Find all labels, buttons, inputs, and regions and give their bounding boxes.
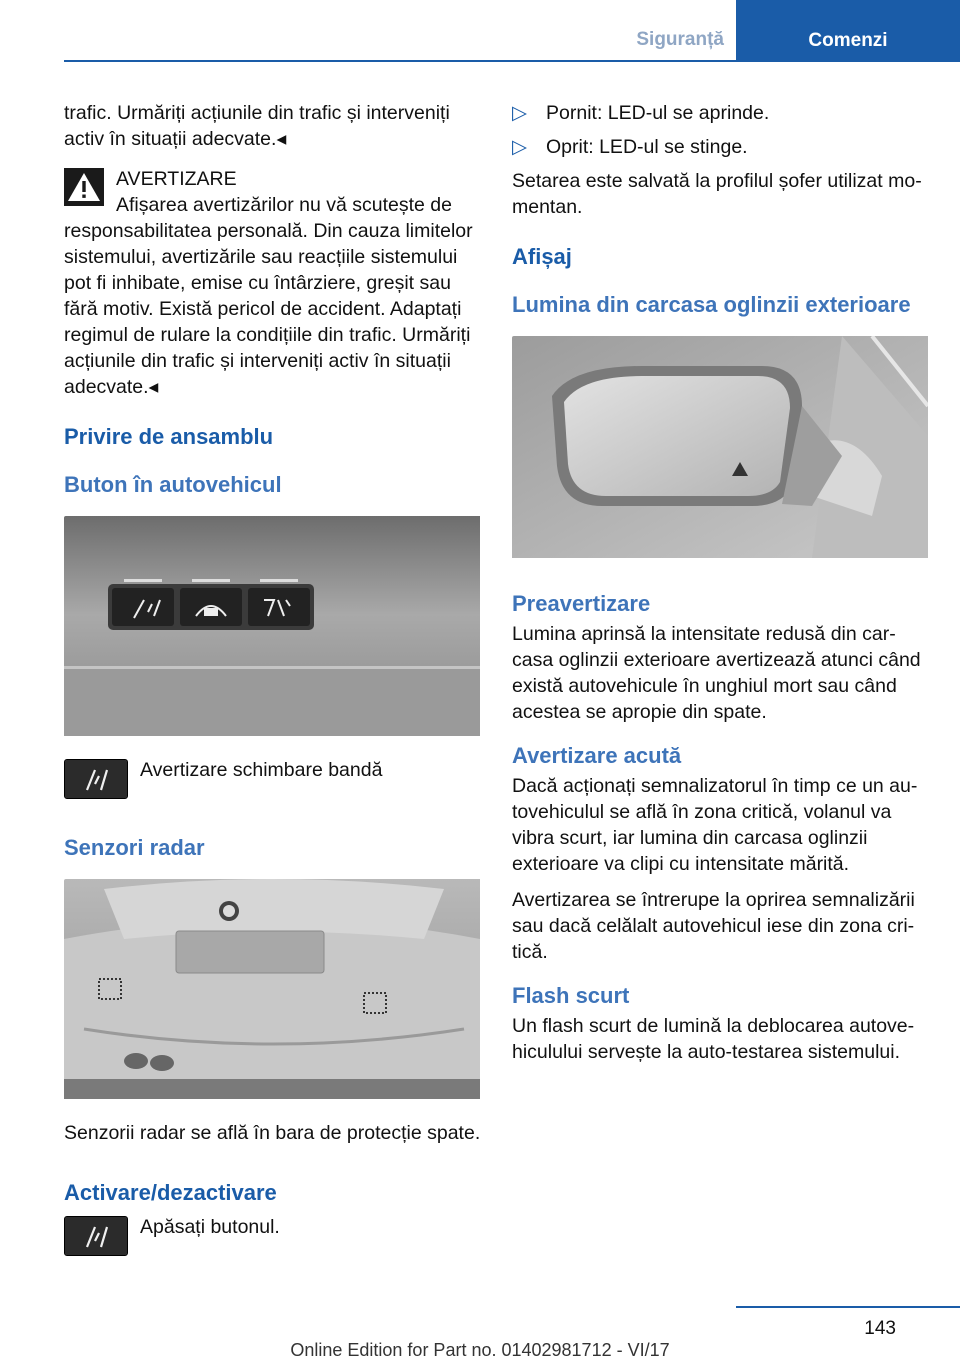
intro-paragraph: trafic. Urmăriți acțiunile din trafic și interveniți activ în situații adecvate.◂ — [64, 102, 450, 150]
heading-flash: Flash scurt — [512, 983, 630, 1008]
prewarning-text: Lumina aprinsă la intensitate redusă din car-casa oglinzii exterioare avertizează atunci când există autovehicule în unghiul mort sau când acestea se apropie din spate. — [512, 623, 921, 723]
heading-display: Afișaj — [512, 244, 572, 269]
lane-change-warning-icon — [64, 759, 128, 799]
left-column — [64, 100, 482, 1268]
chapter-tab: Comenzi — [736, 0, 960, 62]
heading-activation: Activare/dezactivare — [64, 1180, 277, 1205]
radar-text: Senzorii radar se află în bara de protecție spate. — [64, 1122, 481, 1144]
heading-overview: Privire de ansamblu — [64, 424, 274, 449]
profile-text: Setarea este salvată la profilul șofer utilizat mo-mentan. — [512, 170, 922, 218]
activation-text: Apăsați butonul. — [140, 1216, 280, 1238]
heading-prewarning: Preavertizare — [512, 591, 651, 616]
warning-triangle-icon — [64, 168, 104, 206]
radar-sensors-image — [64, 879, 482, 1106]
footer-rule — [736, 1306, 960, 1308]
list-item — [512, 100, 930, 126]
acute-text-1: Dacă acționați semnalizatorul în timp ce un au-tovehiculul se află în zona critică, volanul va vibra scurt, iar lumina din carcasa oglinzii exterioare va clipi cu intensitate mărită. — [512, 775, 918, 875]
button-panel-image — [64, 516, 482, 743]
page-number: 143 — [864, 1318, 896, 1339]
flash-text: Un flash scurt de lumină la deblocarea autove-hiculului servește la auto-testarea sistemului. — [512, 1015, 915, 1063]
status-list — [512, 100, 930, 160]
warning-block — [64, 166, 482, 400]
acute-text-2: Avertizarea se întrerupe la oprirea semnalizării sau dacă celălalt autovehicul iese din zona cri-tică. — [512, 889, 915, 963]
page-header — [0, 0, 960, 62]
bullet-triangle-icon: ▷ — [512, 136, 527, 158]
list-item-text: Oprit: LED-ul se stinge. — [546, 136, 748, 158]
lane-change-button-icon — [64, 1216, 128, 1256]
bullet-triangle-icon: ▷ — [512, 102, 527, 124]
list-item — [512, 134, 930, 160]
heading-radar: Senzori radar — [64, 835, 205, 860]
section-tab: Siguranță — [636, 29, 724, 50]
right-column — [512, 100, 930, 1075]
header-rule — [64, 60, 736, 62]
warning-title: AVERTIZARE — [116, 168, 237, 190]
mirror-image — [512, 336, 930, 565]
heading-button: Buton în autovehicul — [64, 472, 282, 497]
heading-mirror: Lumina din carcasa oglinzii exterioare — [512, 292, 911, 317]
list-item-text: Pornit: LED-ul se aprinde. — [546, 102, 770, 124]
activation-icon-row — [64, 1214, 482, 1258]
lane-change-label: Avertizare schimbare bandă — [140, 759, 383, 781]
heading-acute: Avertizare acută — [512, 743, 682, 768]
lane-change-icon-row — [64, 757, 482, 801]
warning-body: Afișarea avertizărilor nu vă scutește de responsabilitatea personală. Din cauza limitelor sistemului, avertizările sau reacțiile sistemului pot fi inhibate, emise cu întârziere, greșit sau fără motiv. Există pericol de accident. Adaptați regimul de rulare la condițiile din trafic. Urmăriți acțiunile din trafic și interveniți activ în situații adecvate.◂ — [64, 194, 473, 398]
edition-footer: Online Edition for Part no. 01402981712 - VI/17 — [290, 1340, 670, 1360]
